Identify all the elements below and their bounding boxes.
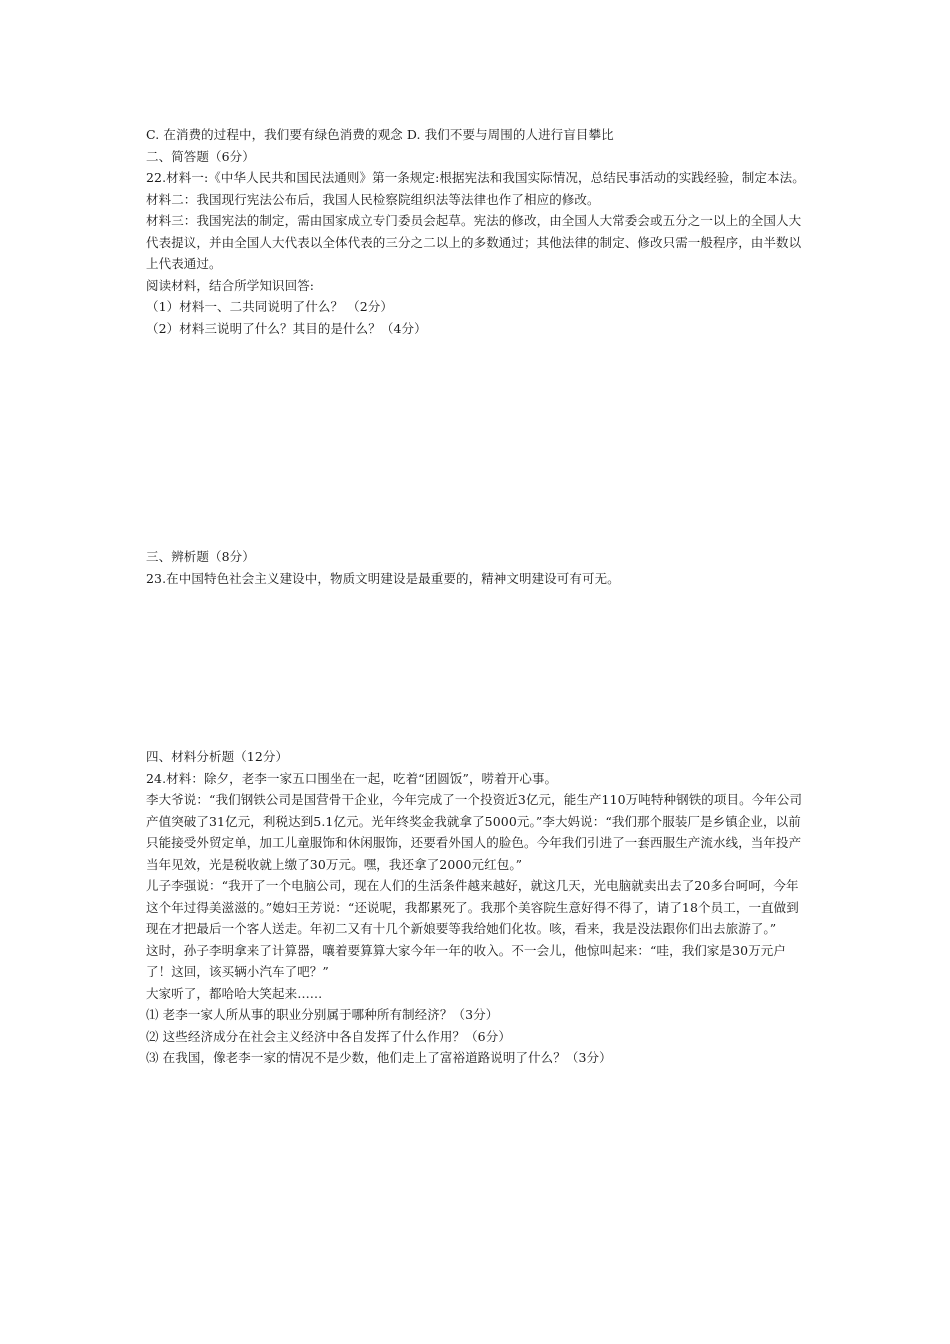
q24-sub-question-1: ⑴ 老李一家人所从事的职业分别属于哪种所有制经济？（3分）	[146, 1007, 499, 1022]
q24-intro: 24.材料：除夕，老李一家五口围坐在一起，吃着“团圆饭”，唠着开心事。	[146, 770, 558, 786]
short-answer-section	[146, 124, 808, 339]
q24-paragraph-2: 儿子李强说：“我开了一个电脑公司，现在人们的生活条件越来越好，就这几天，光电脑就卖出去了20多台呵呵，今年这个年过得美滋滋的。”媳妇王芳说：“还说呢，我都累死了。我那个美容院生意好得不得了，请了18个员工，一直做到现在才把最后一个客人送走。年初二又有十几个新娘要等我给她们化妆。咳，看来，我是没法跟你们出去旅游了。”	[146, 878, 799, 936]
q22-material-2: 材料二：我国现行宪法公布后，我国人民检察院组织法等法律也作了相应的修改。	[146, 191, 600, 207]
material-analysis-section	[146, 746, 808, 1069]
q24-sub-question-2: ⑵ 这些经济成分在社会主义经济中各自发挥了什么作用？（6分）	[146, 1028, 511, 1044]
section-heading-discrimination: 三、辨析题（8分）	[146, 549, 255, 564]
q24-sub-question-3: ⑶ 在我国，像老李一家的情况不是少数，他们走上了富裕道路说明了什么？（3分）	[146, 1050, 612, 1065]
q22-material-1: 22.材料一:《中华人民共和国民法通则》第一条规定:根据宪法和我国实际情况，总结民事活动的实践经验，制定本法。	[146, 170, 805, 185]
section-heading-material-analysis: 四、材料分析题（12分）	[146, 749, 289, 764]
q24-paragraph-4: 大家听了，都哈哈大笑起来……	[146, 985, 323, 1001]
section-heading-short-answer: 二、简答题（6分）	[146, 148, 255, 164]
q22-sub-question-2: （2）材料三说明了什么？其目的是什么？（4分）	[146, 320, 427, 336]
q22-sub-question-1: （1）材料一、二共同说明了什么？ （2分）	[146, 299, 393, 314]
discrimination-section	[146, 546, 808, 589]
q24-paragraph-1: 李大爷说：“我们钢铁公司是国营骨干企业，今年完成了一个投资近3亿元，能生产110万吨特种钢铁的项目。今年公司产值突破了31亿元，利税达到5.1亿元。光年终奖金我就拿了5000元。”李大妈说：“我们那个服装厂是乡镇企业，以前只能接受外贸定单，加工儿童服饰和休闲服饰，还要看外国人的脸色。今年我们引进了一套西服生产流水线，当年投产当年见效，光是税收就上缴了30万元。嘿，我还拿了2000元红包。”	[146, 792, 803, 872]
q23-statement: 23.在中国特色社会主义建设中，物质文明建设是最重要的，精神文明建设可有可无。	[146, 570, 620, 586]
q22-material-3: 材料三：我国宪法的制定，需由国家成立专门委员会起草。宪法的修改，由全国人大常委会或五分之一以上的全国人大代表提议，并由全国人大代表以全体代表的三分之二以上的多数通过；其他法律的制定、修改只需一般程序，由半数以上代表通过。	[146, 213, 802, 271]
q22-instruction: 阅读材料，结合所学知识回答:	[146, 277, 315, 293]
option-c-d: C. 在消费的过程中，我们要有绿色消费的观念 D. 我们不要与周围的人进行盲目攀比	[146, 127, 614, 142]
q24-paragraph-3: 这时，孙子李明拿来了计算器，嚷着要算算大家今年一年的收入。不一会儿，他惊叫起来：“哇，我们家是30万元户了！这回，该买辆小汽车了吧？”	[146, 942, 786, 979]
